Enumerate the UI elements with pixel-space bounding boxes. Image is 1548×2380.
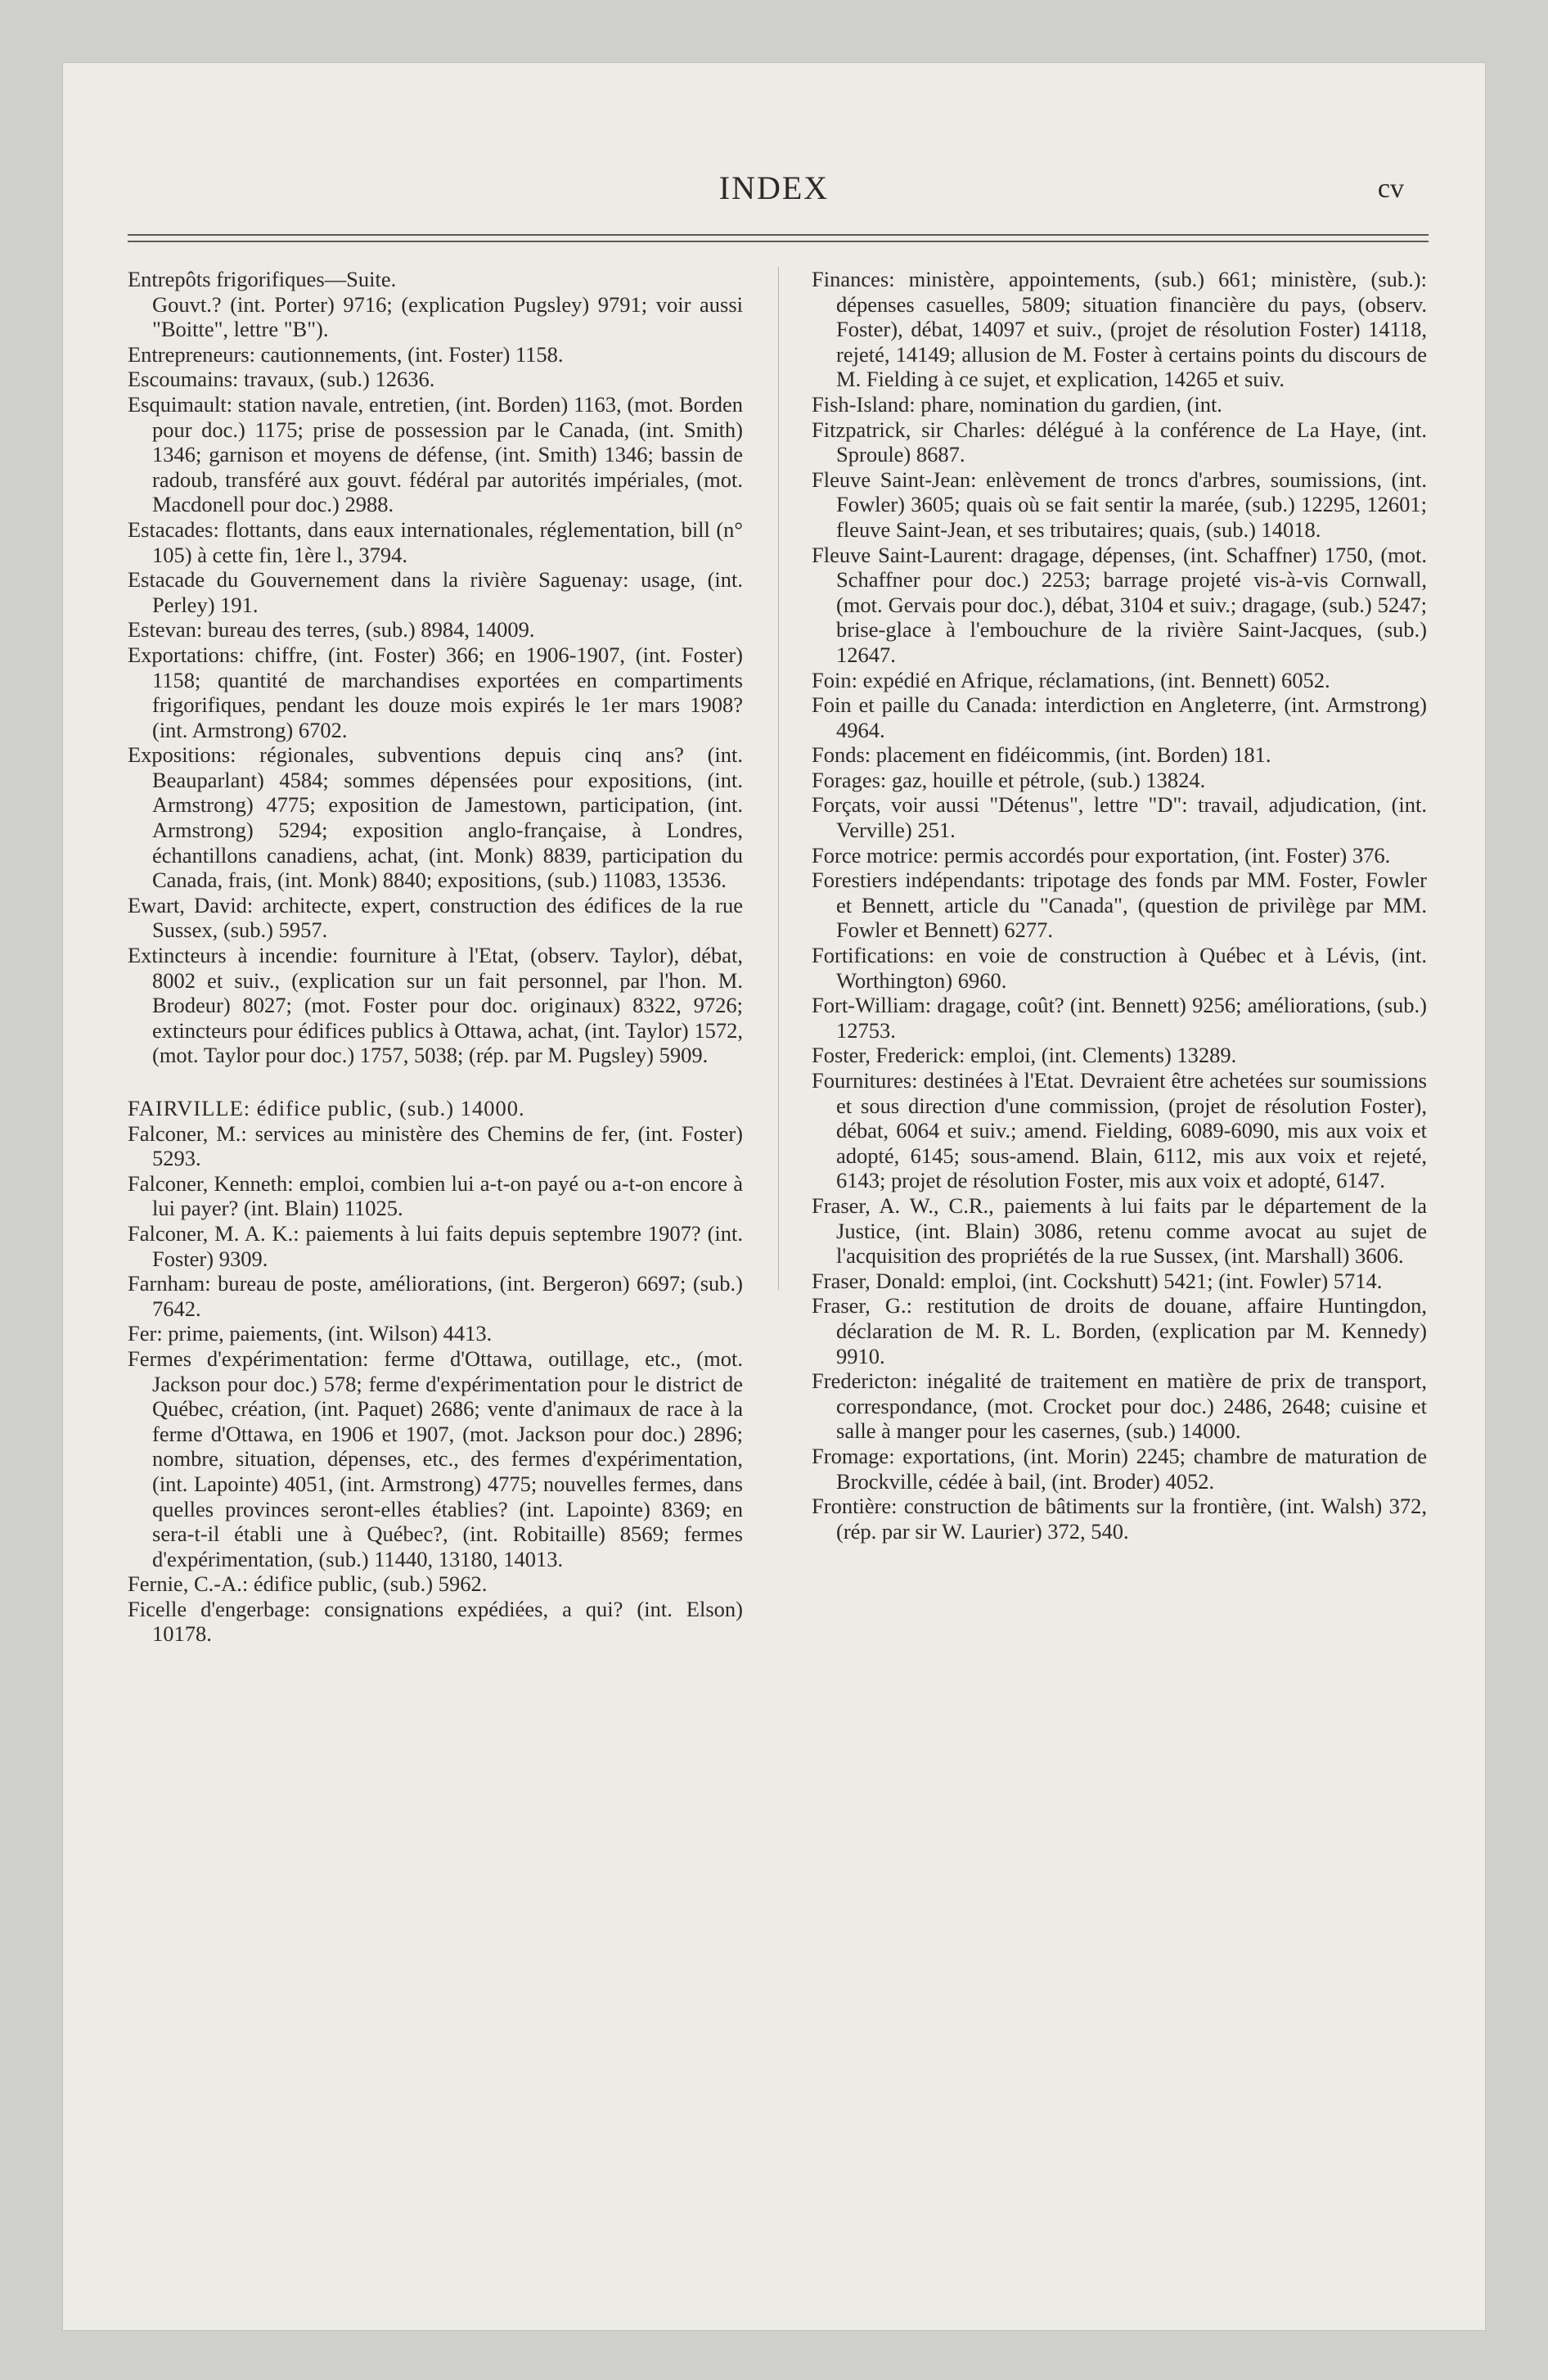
- index-entry: Fredericton: inégalité de traitement en matière de prix de transport, correspondance, (mot. Crocket pour doc.) 2486, 2648; cuisine et salle à manger pour les casernes, (sub.) 14000.: [812, 1368, 1427, 1444]
- index-columns: [128, 267, 1429, 2264]
- index-entry: Falconer, Kenneth: emploi, combien lui a-t-on payé ou a-t-on encore à lui payer? (int. Blain) 11025.: [128, 1170, 743, 1221]
- index-entry: Falconer, M. A. K.: paiements à lui faits depuis septembre 1907? (int. Foster) 9309.: [128, 1220, 743, 1271]
- index-entry: Ewart, David: architecte, expert, construction des édifices de la rue Sussex, (sub.) 5957.: [128, 892, 743, 943]
- index-entry: Estacade du Gouvernement dans la rivière Saguenay: usage, (int. Perley) 191.: [128, 567, 743, 617]
- index-entry: Expositions: régionales, subventions depuis cinq ans? (int. Beauparlant) 4584; sommes dépensées pour expositions, (int. Armstrong) 4775; exposition de Jamestown, participation, (int. Armstrong) 5294; exposition anglo-française, à Londres, échantillons canadiens, achat, (int. Monk) 8839, participation du Canada, frais, (int. Monk) 8840; expositions, (sub.) 11083, 13536.: [128, 742, 743, 893]
- index-entry: Foster, Frederick: emploi, (int. Clements) 13289.: [812, 1043, 1237, 1068]
- index-entry: Fournitures: destinées à l'Etat. Devraient être achetées sur soumissions et sous direction d'une commission, (projet de résolution Foster), débat, 6064 et suiv.; amend. Fielding, 6089-6090, mis aux voix et adopté, 6145; sous-amend. Blain, 6112, mis aux voix et rejeté, 6143; projet de résolution Foster, mis aux voix et adopté, 6147.: [812, 1068, 1427, 1193]
- index-entry: Fitzpatrick, sir Charles: délégué à la conférence de La Haye, (int. Sproule) 8687.: [812, 417, 1427, 467]
- index-entry: Gouvt.? (int. Porter) 9716; (explication Pugsley) 9791; voir aussi "Boitte", lettre "B").: [152, 291, 743, 342]
- index-entry: Estacades: flottants, dans eaux internationales, réglementation, bill (n° 105) à cette fin, 1ère l., 3794.: [128, 516, 743, 567]
- index-entry: Fer: prime, paiements, (int. Wilson) 4413.: [128, 1321, 493, 1346]
- right-column: [812, 267, 1427, 1544]
- index-entry: Fraser, G.: restitution de droits de douane, affaire Huntingdon, déclaration de M. R. L. Borden, (explication par M. Kennedy) 9910.: [812, 1293, 1427, 1368]
- index-entry: Fortifications: en voie de construction à Québec et à Lévis, (int. Worthington) 6960.: [812, 943, 1427, 993]
- index-entry: Ficelle d'engerbage: consignations expédiées, a qui? (int. Elson) 10178.: [128, 1596, 743, 1647]
- left-column: [128, 267, 743, 1647]
- index-entry: Fleuve Saint-Jean: enlèvement de troncs d'arbres, soumissions, (int. Fowler) 3605; quais où se fait sentir la marée, (sub.) 12295, 12601; fleuve Saint-Jean, et ses tributaires; quais, (sub.) 14018.: [812, 467, 1427, 542]
- index-entry: Frontière: construction de bâtiments sur la frontière, (int. Walsh) 372, (rép. par sir W. Laurier) 372, 540.: [812, 1494, 1427, 1544]
- index-entry: Forages: gaz, houille et pétrole, (sub.) 13824.: [812, 767, 1206, 792]
- section-gap: [128, 1068, 743, 1096]
- index-entry: Foin: expédié en Afrique, réclamations, (int. Bennett) 6052.: [812, 667, 1330, 692]
- index-entry: Finances: ministère, appointements, (sub.) 661; ministère, (sub.): dépenses casuelles, 5809; situation financière du pays, (observ. Foster), débat, 14097 et suiv., (projet de résolution Foster) 14118, rejeté, 14149; allusion de M. Foster à certains points du discours de M. Fielding à ce sujet, et explication, 14265 et suiv.: [812, 267, 1427, 392]
- page-title: INDEX: [718, 169, 830, 206]
- header-rule-double: [128, 241, 1429, 242]
- index-entry: FAIRVILLE: édifice public, (sub.) 14000.: [128, 1096, 525, 1120]
- header-rule: [128, 234, 1429, 236]
- index-entry: Foin et paille du Canada: interdiction en Angleterre, (int. Armstrong) 4964.: [812, 692, 1427, 742]
- index-entry: Fermes d'expérimentation: ferme d'Ottawa, outillage, etc., (mot. Jackson pour doc.) 578; ferme d'expérimentation pour le district de Québec, création, (int. Paquet) 2686; vente d'animaux de race à la ferme d'Ottawa, en 1906 et 1907, (mot. Jackson pour doc.) 2896; nombre, situation, dépenses, etc., des fermes d'expérimentation, (int. Lapointe) 4051, (int. Armstrong) 4775; nouvelles fermes, dans quelles provinces seront-elles établies? (int. Lapointe) 8369; en sera-t-il établi une à Québec?, (int. Robitaille) 8569; fermes d'expérimentation, (sub.) 11440, 13180, 14013.: [128, 1346, 743, 1571]
- index-entry: Falconer, M.: services au ministère des Chemins de fer, (int. Foster) 5293.: [128, 1120, 743, 1171]
- index-entry: Entrepôts frigorifiques—Suite.: [128, 267, 397, 291]
- index-entry: Fromage: exportations, (int. Morin) 2245; chambre de maturation de Brockville, cédée à bail, (int. Broder) 4052.: [812, 1443, 1427, 1494]
- index-entry: Forestiers indépendants: tripotage des fonds par MM. Foster, Fowler et Bennett, article du "Canada", (question de privilège par MM. Fowler et Bennett) 6277.: [812, 868, 1427, 943]
- index-entry: Farnham: bureau de poste, améliorations, (int. Bergeron) 6697; (sub.) 7642.: [128, 1271, 743, 1321]
- column-divider: [778, 267, 779, 1290]
- index-entry: Forçats, voir aussi "Détenus", lettre "D": travail, adjudication, (int. Verville) 251.: [812, 792, 1427, 843]
- index-entry: Force motrice: permis accordés pour exportation, (int. Foster) 376.: [812, 842, 1391, 868]
- index-entry: Fraser, A. W., C.R., paiements à lui faits par le département de la Justice, (int. Blain) 3086, retenu comme avocat au sujet de l'acquisition des propriétés de la rue Sussex, (int. Marshall) 3606.: [812, 1192, 1427, 1269]
- page-header: [62, 169, 1486, 218]
- index-entry: Entrepreneurs: cautionnements, (int. Foster) 1158.: [128, 341, 564, 367]
- index-entry: Extincteurs à incendie: fourniture à l'Etat, (observ. Taylor), débat, 8002 et suiv., (explication sur un fait personnel, par l'hon. M. Brodeur) 8027; (mot. Foster pour doc. originaux) 8322, 9726; extincteurs pour édifices publics à Ottawa, achat, (int. Taylor) 1572, (mot. Taylor pour doc.) 1757, 5038; (rép. par M. Pugsley) 5909.: [128, 943, 743, 1068]
- page-number: cv: [1377, 174, 1404, 204]
- index-entry: Esquimault: station navale, entretien, (int. Borden) 1163, (mot. Borden pour doc.) 1175; prise de possession par le Canada, (int. Smith) 1346; garnison et moyens de défense, (int. Smith) 1346; bassin de radoub, transféré aux gouvt. fédéral par autorités impériales, (mot. Macdonell pour doc.) 2988.: [128, 391, 743, 517]
- index-entry: Estevan: bureau des terres, (sub.) 8984, 14009.: [128, 617, 535, 642]
- index-entry: Fort-William: dragage, coût? (int. Bennett) 9256; améliorations, (sub.) 12753.: [812, 993, 1427, 1043]
- index-entry: Fish-Island: phare, nomination du gardien, (int.: [812, 391, 1222, 417]
- index-entry: Fraser, Donald: emploi, (int. Cockshutt) 5421; (int. Fowler) 5714.: [812, 1268, 1383, 1293]
- index-entry: Fleuve Saint-Laurent: dragage, dépenses, (int. Schaffner) 1750, (mot. Schaffner pour doc.) 2253; barrage projeté vis-à-vis Cornwall, (mot. Gervais pour doc.), débat, 3104 et suiv.; dragage, (sub.) 5247; brise-glace à l'embouchure de la rivière Saint-Jacques, (sub.) 12647.: [812, 542, 1427, 667]
- scanned-page: [62, 62, 1486, 2331]
- index-entry: Fonds: placement en fidéicommis, (int. Borden) 181.: [812, 742, 1271, 768]
- index-entry: Fernie, C.-A.: édifice public, (sub.) 5962.: [128, 1571, 488, 1597]
- index-entry: Exportations: chiffre, (int. Foster) 366; en 1906-1907, (int. Foster) 1158; quantité de marchandises exportées en compartiments frigorifiques, pendant les douze mois expirés le 1er mars 1908? (int. Armstrong) 6702.: [128, 642, 743, 742]
- index-entry: Escoumains: travaux, (sub.) 12636.: [128, 367, 435, 392]
